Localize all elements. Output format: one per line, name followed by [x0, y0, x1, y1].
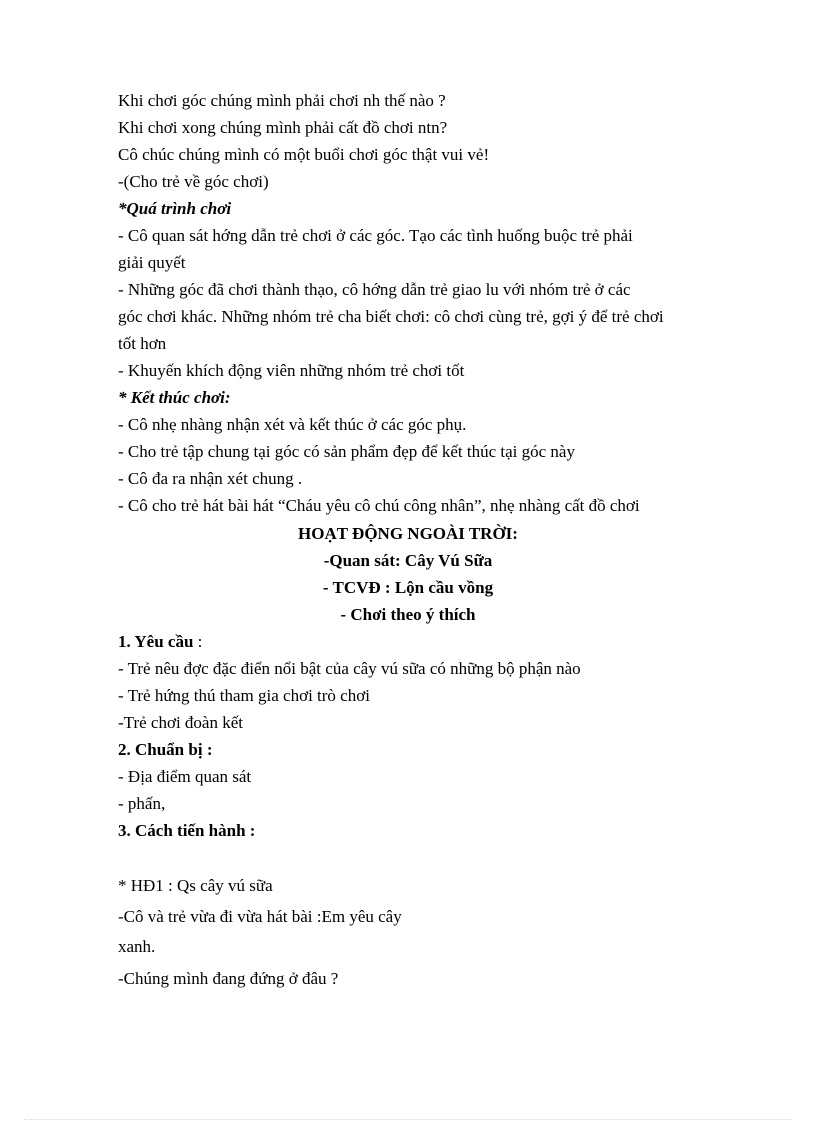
text-line: Khi chơi xong chúng mình phải cất đồ chơi ntn? [118, 118, 448, 137]
page-edge-divider [24, 1119, 792, 1120]
section-subtitle: -Quan sát: Cây Vú Sữa [323, 551, 493, 570]
text-line: - Những góc đã chơi thành thạo, cô hớng dẫn trẻ giao lu với nhóm trẻ ở các [118, 280, 631, 299]
text-line: - phấn, [118, 794, 166, 813]
section-title: HOẠT ĐỘNG NGOÀI TRỜI: [298, 524, 518, 543]
text-line: Cô chúc chúng mình có một buổi chơi góc thật vui vẻ! [118, 145, 490, 164]
text-line: góc chơi khác. Những nhóm trẻ cha biết chơi: cô chơi cùng trẻ, gợi ý để trẻ chơi [118, 307, 664, 326]
text-line: -(Cho trẻ về góc chơi) [118, 172, 269, 191]
text-line: giải quyết [118, 253, 186, 272]
text-line: - Địa điểm quan sát [118, 767, 252, 786]
text-line: -Cô và trẻ vừa đi vừa hát bài :Em yêu cây [118, 907, 402, 926]
heading-end: * Kết thúc chơi: [118, 388, 231, 407]
text-line: Khi chơi góc chúng mình phải chơi nh thế nào ? [118, 91, 446, 110]
heading-requirements [118, 632, 202, 652]
text-line: -Chúng mình đang đứng ở đâu ? [118, 969, 339, 988]
text-line: - Cô nhẹ nhàng nhận xét và kết thúc ở các góc phụ. [118, 415, 467, 434]
text-line: - Trẻ hứng thú tham gia chơi trò chơi [118, 686, 370, 705]
text-line: - Cô cho trẻ hát bài hát “Cháu yêu cô chú công nhân”, nhẹ nhàng cất đồ chơi [118, 496, 640, 515]
section-subtitle: - Chơi theo ý thích [340, 605, 476, 624]
text-line: - Cho trẻ tập chung tại góc có sản phẩm đẹp để kết thúc tại góc này [118, 442, 575, 461]
text-line: tốt hơn [118, 334, 167, 353]
section-subtitle: - TCVĐ : Lộn cầu vồng [322, 578, 494, 597]
text-line: * HĐ1 : Qs cây vú sữa [118, 876, 273, 895]
text-line: - Cô quan sát hớng dẫn trẻ chơi ở các góc. Tạo các tình huống buộc trẻ phải [118, 226, 633, 245]
heading-preparation: 2. Chuẩn bị : [118, 740, 213, 759]
text-line: xanh. [118, 937, 156, 956]
text-line: - Trẻ nêu đợc đặc điển nổi bật của cây vú sữa có những bộ phận nào [118, 659, 581, 678]
heading-process: *Quá trình chơi [118, 199, 232, 218]
heading-requirements-colon: : [193, 632, 203, 651]
text-line: - Khuyến khích động viên những nhóm trẻ chơi tốt [118, 361, 465, 380]
text-line: -Trẻ chơi đoàn kết [118, 713, 243, 732]
heading-requirements-label: 1. Yêu cầu [118, 632, 194, 651]
heading-procedure: 3. Cách tiến hành : [118, 821, 256, 840]
text-line: - Cô đa ra nhận xét chung . [118, 469, 303, 488]
